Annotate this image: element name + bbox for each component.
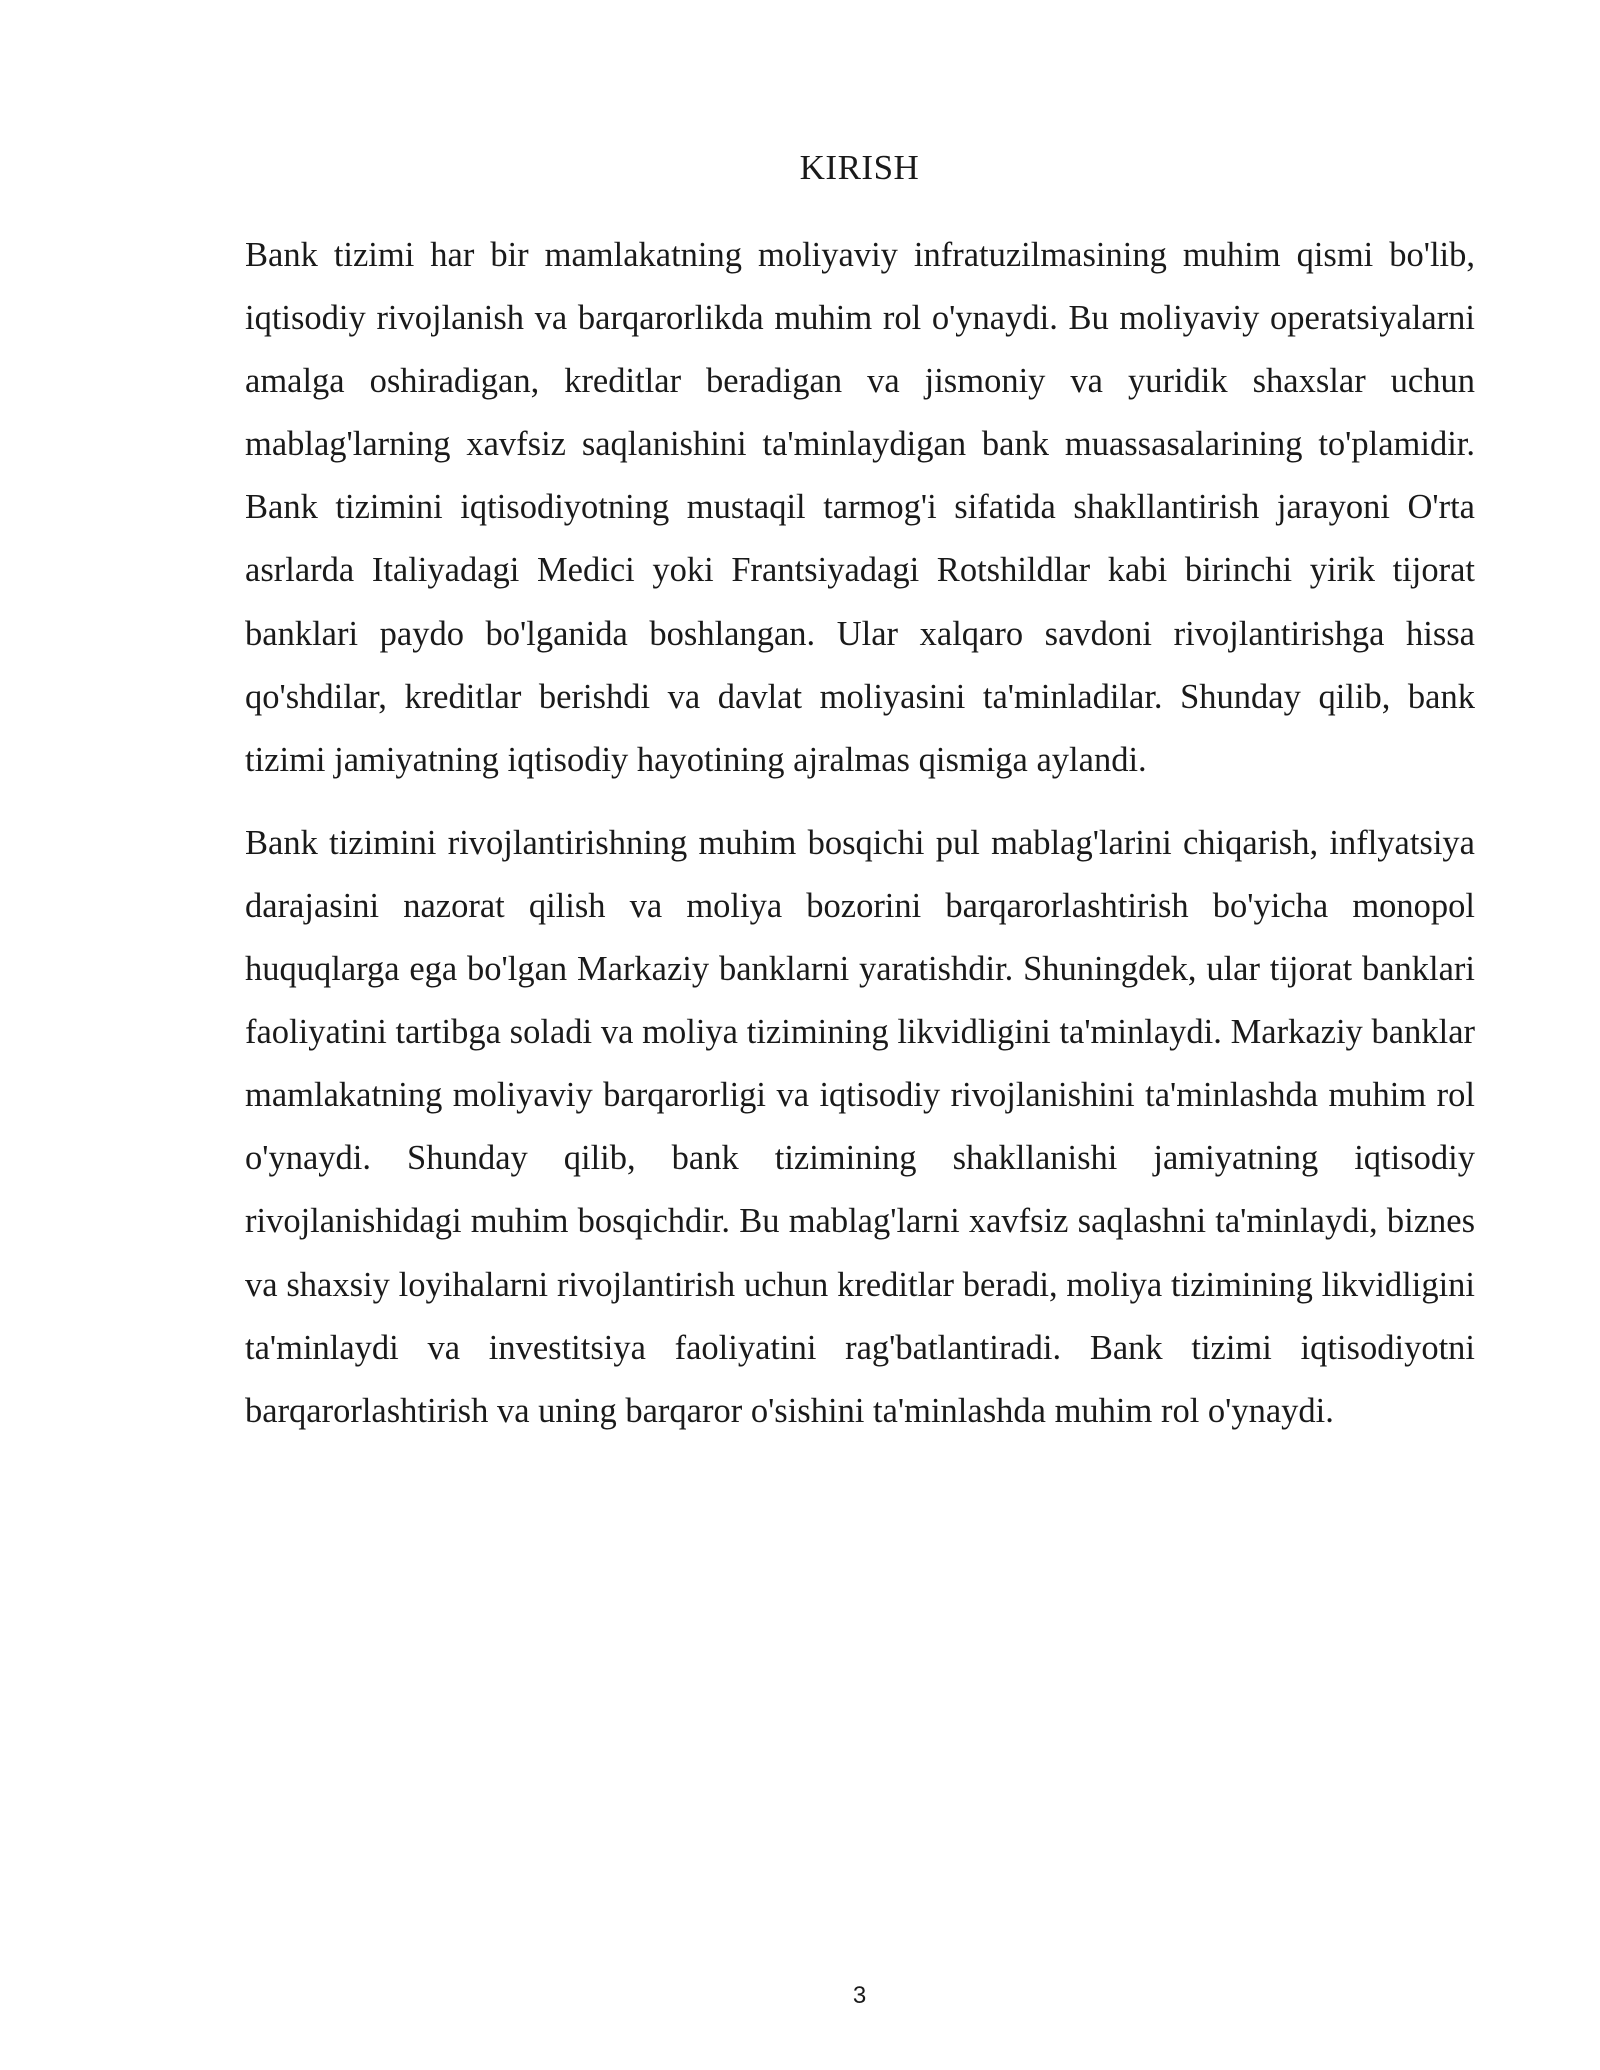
page-number: 3 — [852, 1982, 867, 2009]
paragraph-2: Bank tizimini rivojlantirishning muhim bosqichi pul mablag'larini chiqarish, inflyatsiya darajasini nazorat qilish va moliya bozorini barqarorlashtirish bo'yicha monopol huquqlarga ega bo'lgan Markaziy banklarni yaratishdir. Shuningdek, ular tijorat banklari faoliyatini tartibga soladi va moliya tizimining likvidligini ta'minlaydi. Markaziy banklar mamlakatning moliyaviy barqarorligi va iqtisodiy rivojlanishini ta'minlashda muhim rol o'ynaydi. Shunday qilib, bank tizimining shakllanishi jamiyatning iqtisodiy rivojlanishidagi muhim bosqichdir. Bu mablag'larni xavfsiz saqlashni ta'minlaydi, biznes va shaxsiy loyihalarni rivojlantirish uchun kreditlar beradi, moliya tizimining likvidligini ta'minlaydi va investitsiya faoliyatini rag'batlantiradi. Bank tizimi iqtisodiyotni barqarorlashtirish va uning barqaror o'sishini ta'minlashda muhim rol o'ynaydi. — [245, 823, 1475, 1430]
body-text — [245, 224, 1475, 1443]
paragraph-1: Bank tizimi har bir mamlakatning moliyaviy infratuzilmasining muhim qismi bo'lib, iqtisodiy rivojlanish va barqarorlikda muhim rol o'ynaydi. Bu moliyaviy operatsiyalarni amalga oshiradigan, kreditlar beradigan va jismoniy va yuridik shaxslar uchun mablag'larning xavfsiz saqlanishini ta'minlaydigan bank muassasalarining to'plamidir. Bank tizimini iqtisodiyotning mustaqil tarmog'i sifatida shakllantirish jarayoni O'rta asrlarda Italiyadagi Medici yoki Frantsiyadagi Rotshildlar kabi birinchi yirik tijorat banklari paydo bo'lganida boshlangan. Ular xalqaro savdoni rivojlantirishga hissa qo'shdilar, kreditlar berishdi va davlat moliyasini ta'minladilar. Shunday qilib, bank tizimi jamiyatning iqtisodiy hayotining ajralmas qismiga aylandi. — [245, 236, 1475, 779]
section-heading: KIRISH — [799, 148, 920, 187]
